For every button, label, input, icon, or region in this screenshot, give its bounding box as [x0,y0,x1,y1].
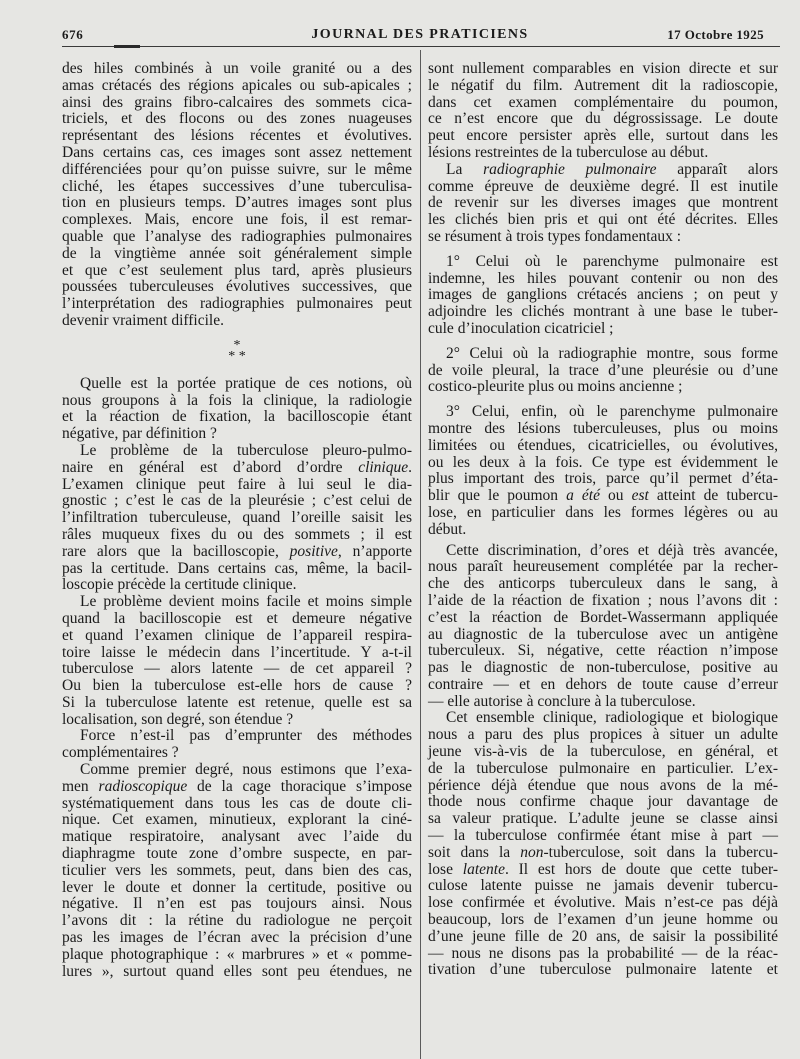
text-segment: blir que le poumon [428,487,567,505]
text-line: diaphragme toute zone d’ombre suspecte, en par- [62,845,412,863]
text-line [62,460,412,477]
text-line [62,779,412,796]
text-line: — nous ne disons pas la probabilité — de la réac- [428,944,778,962]
text-line: de la vingtième année soit généralement simple [62,244,412,262]
text-line: c’est la réaction de Bordet-Wassermann appliquée [428,608,778,626]
journal-title: JOURNAL DES PRATICIENS [311,27,529,42]
text-line: l’aide de la réaction de fixation ; nous l’avons dit : [428,591,778,609]
text-line: tivation d’une tuberculose pulmonaire latente et [428,961,778,979]
italic-text: radiographie pulmonaire [483,160,657,178]
paragraph [62,762,412,980]
text-line: lures », surtout quand elles sont peu étendues, ne [62,962,412,980]
paragraph [428,61,778,162]
text-line: culose latente puisse ne jamais devenir tubercu- [428,877,778,895]
page-number: 676 [62,27,84,42]
text-line: quand la bacilloscopie est et demeure négative [62,609,412,627]
running-header [62,27,778,45]
text-line: 2° Celui où la radiographie montre, sous forme [446,344,778,362]
text-line: localisation, son degré, son étendue ? [62,710,294,728]
text-segment: naire en général est d’abord d’ordre [62,458,359,476]
text-line: thode nous confirme chaque jour davantage de [428,793,778,811]
issue-date: 17 Octobre 1925 [667,27,764,42]
text-line: lose, en particulier dans les formes légères ou au [428,503,778,521]
text-line: des hiles combinés à un voile granité ou a des [62,60,412,77]
text-line: beaucoup, lors de l’examen d’un jeune homme ou [428,911,778,929]
text-segment: de la cage thoracique s’impose [187,777,412,795]
text-line: pas la certitude. Dans certains cas, même, la bacil- [62,559,412,577]
text-segment: atteint de tubercu- [648,487,778,505]
text-line: l’infiltration tuberculeuse, quand l’oreille saisit les [62,509,412,527]
text-line: toire laisse le médecin dans l’incertitude. Y a-t-il [62,643,412,661]
text-line: ou les deux à la fois. Ce type est évidemment le [428,453,778,471]
text-line: début. [428,520,467,538]
text-line: négative, par définition ? [62,425,217,443]
text-segment: apparaît alors [656,160,778,178]
text-line: lésions restreintes de la tuberculose au début. [428,143,709,161]
header-rule-ornament [114,45,140,48]
text-line: Comme premier degré, nous estimons que l’exa- [80,761,412,779]
italic-text: clinique [358,458,409,476]
text-line [62,544,412,561]
text-line [428,845,778,862]
text-line: plus important des trois, parce qu’il permet d’éta- [428,470,778,488]
text-line: limitées ou étendues, cicatricielles, ou évolutives, [428,436,778,454]
list-item [428,404,778,538]
text-line: — elle autorise à conclure à la tuberculose. [428,692,696,710]
text-line: indemne, les hiles pouvant contenir ou non des [428,269,778,287]
italic-text: radioscopique [98,777,188,795]
text-line: Cette discrimination, d’ores et déjà très avancée, [446,541,778,559]
text-line: loscopie précède la certitude clinique. [62,576,297,594]
paragraph [428,543,778,711]
text-line: complexes. Mais, encore une fois, il est remar- [62,211,412,229]
text-line: pas les images de l’écran avec la précision d’une [62,929,412,947]
text-line: L’examen clinique peut faire à lui seul le dia- [62,475,412,493]
paragraph [62,594,412,728]
paragraph [62,443,412,594]
text-line: — la tuberculose confirmée étant mise à part — [428,827,778,845]
right-column [428,61,778,979]
text-line: négative. Il n’en est pas toujours ainsi. Nous [62,895,412,913]
italic-text: est [631,487,649,505]
text-line: matique respiratoire, analysant avec l’aide du [62,828,412,846]
text-segment: men [62,777,99,795]
text-line: de voile pleural, la trace d’une pleurésie ou d’une [428,361,778,379]
text-line: le négatif du film. Autrement dit la radioscopie, [428,76,778,94]
text-line: râles muqueux fixes du ou des sommets ; il est [62,525,412,543]
text-segment: , n’apporte [337,542,413,560]
text-line: Force n’est-il pas d’emprunter des méthodes [80,727,412,745]
text-line: nous a paru des plus propices à situer un adulte [428,726,778,744]
text-line: représentant des lésions récentes et évolutives. [62,127,412,145]
text-line: poussées tuberculeuses évolutives successives, que [62,278,412,296]
text-line: peut encore persister après elle, surtout dans les [428,127,778,145]
text-line: sa valeur pratique. L’adulte jeune se classe ainsi [428,810,778,828]
text-line: devenir vraiment difficile. [62,311,224,329]
text-segment: lose [428,860,463,878]
text-line: pas le diagnostic de non-tuberculose, positive au [428,659,778,677]
text-line: Cet ensemble clinique, radiologique et biologique [446,709,778,727]
text-line: nous paraît heureusement complétée par la recher- [428,558,778,576]
text-line: cule d’inoculation cicatriciel ; [428,319,614,337]
text-segment: . [408,458,412,476]
text-line: che des anticorps tuberculeux dans le sang, à [428,575,778,593]
paragraph [62,728,412,762]
text-line: plaque photographique : « marbrures » et « pomme- [62,945,412,963]
text-line: de revenir sur les diverses images que montrent [428,194,778,212]
text-segment: La [446,160,484,178]
asterism-mark: * * [228,348,246,364]
text-line: et que c’est seulement plus tard, après plusieurs [62,261,412,279]
text-segment: ou [599,487,632,505]
text-line: tuberculeux. Si, négative, cette réaction n’impose [428,642,778,660]
text-segment: . Il est hors de doute que cette tuber- [504,860,779,878]
list-item [428,346,778,396]
text-line: 1° Celui où le parenchyme pulmonaire est [446,252,778,270]
asterism-mark: * [233,337,241,353]
text-line: Quelle est la portée pratique de ces notions, où [80,374,412,392]
text-line: gnostic ; c’est le cas de la pleurésie ; c’est celui de [62,492,412,510]
italic-text: positive [289,542,338,560]
text-line: l’interprétation des radiographies pulmonaires peut [62,295,412,313]
text-line: périence déjà étendue que nous avons de la mé- [428,776,778,794]
text-line: dans cet examen complémentaire du poumon, [428,93,778,111]
paragraph [62,61,412,330]
italic-text: latente [462,860,505,878]
text-line: Ou bien la tuberculose est-elle hors de cause ? [62,677,412,695]
text-line: cliché, les étapes successives d’une tuberculisa- [62,177,412,195]
text-line: tuberculose — alors latente — de cet appareil ? [62,660,412,678]
paragraph [62,376,412,443]
text-line [428,488,778,505]
text-line: amas crétacés des régions apicales ou sub-apicales ; [62,76,412,94]
text-line: Le problème de la tuberculose pleuro-pulmo- [80,441,412,459]
italic-text: non [520,843,544,861]
text-line: ainsi des grains fibro-calcaires des sommets cica- [62,93,412,111]
left-column [62,61,412,980]
text-line: ce n’est encore que du dégrossissage. Le doute [428,110,778,128]
text-line: montre des lésions tuberculeuses, plus ou moins [428,419,778,437]
text-line: au diagnostic de la tuberculose avec un antigène [428,625,778,643]
text-line: contraire — et en dehors de toute cause d’erreur [428,675,778,693]
text-segment: -tuberculose, soit dans la tubercu- [543,843,778,861]
text-line: et la réaction de fixation, la bacilloscopie étant [62,408,412,426]
text-line: images de ganglions crétacés anciens ; on peut y [428,286,778,304]
text-line: sont nullement comparables en vision directe et sur [428,60,778,77]
text-line: l’avons dit : la rétine du radiologue ne perçoit [62,912,412,930]
text-line [428,162,778,179]
text-line: différenciées pour qu’on puisse suivre, sur le même [62,160,412,178]
text-line: comme épreuve de deuxième degré. Il est inutile [428,177,778,195]
paragraph [428,162,778,246]
text-line: tion en plusieurs temps. D’autres images sont plus [62,194,412,212]
italic-text: a été [566,487,600,505]
text-line: Dans certains cas, ces images sont assez nettement [62,143,412,161]
header-rule [62,46,780,47]
text-line: nous groupons à la fois la clinique, la radiologie [62,391,412,409]
text-line: ticulier vers les sommets, peut, dans bien des cas, [62,861,412,879]
column-divider [420,50,421,1059]
text-line: complémentaires ? [62,744,179,762]
text-segment: rare alors que la bacilloscopie, [62,542,290,560]
text-line: systématiquement dans tous les cas de doute cli- [62,794,412,812]
text-line: Si la tuberculose latente est retenue, quelle est sa [62,693,412,711]
text-line: et quand l’examen clinique de l’appareil respira- [62,626,412,644]
paragraph [428,710,778,979]
text-line: nique. Cet examen, minutieux, explorant la ciné- [62,811,412,829]
text-line: quable que l’analyse des radiographies pulmonaires [62,227,412,245]
text-line: lose confirmée et évolutive. Mais n’est-ce pas déjà [428,894,778,912]
text-line: lever le doute et donner la certitude, positive ou [62,878,412,896]
asterism [62,330,412,376]
text-line [428,862,778,879]
text-segment: soit dans la [428,843,521,861]
text-line: les clichés bien pris et qui ont été décrites. Elles [428,211,778,229]
text-line: de la tuberculose pulmonaire en particulier. L’ex- [428,759,778,777]
text-line: Le problème devient moins facile et moins simple [80,593,412,611]
text-line: jeune vis-à-vis de la tuberculose, en général, et [428,743,778,761]
text-line: 3° Celui, enfin, où le parenchyme pulmonaire [446,403,778,421]
text-line: se résument à trois types fondamentaux : [428,227,682,245]
text-line: triciels, et des flocons ou des zones nuageuses [62,110,412,128]
text-line: adjoindre les clichés montrant à une base le tuber- [428,303,778,321]
text-line: costico-pleurite plus ou moins ancienne ; [428,378,683,396]
list-item [428,254,778,338]
text-line: d’une jeune fille de 20 ans, de saisir la possibilité [428,927,778,945]
